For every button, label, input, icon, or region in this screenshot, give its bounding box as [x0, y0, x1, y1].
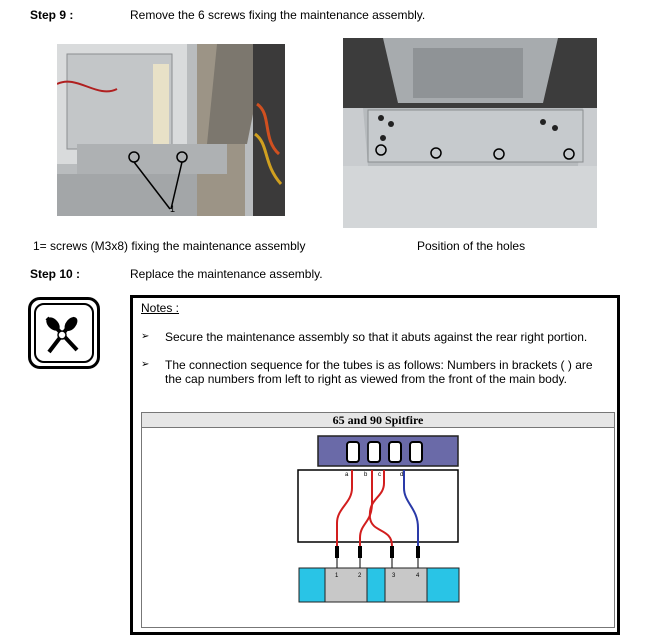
step-9-label: Step 9 : — [30, 8, 74, 22]
tube-letter: b — [364, 472, 368, 478]
cap-number: 2 — [358, 573, 362, 579]
note-text: Secure the maintenance assembly so that it abuts against the rear right portion. — [165, 330, 588, 344]
holes-position-photo — [343, 38, 597, 228]
cap-base — [299, 568, 459, 602]
cap-number: 4 — [416, 573, 420, 579]
screws-caption: 1= screws (M3x8) fixing the maintenance assembly — [33, 239, 306, 253]
note-item — [141, 330, 611, 344]
tube-connection-diagram — [141, 412, 615, 628]
notes-box — [130, 295, 620, 635]
tube-letter: a — [345, 472, 349, 478]
step-10-instruction: Replace the maintenance assembly. — [130, 267, 323, 281]
step-10-label: Step 10 : — [30, 267, 81, 281]
tube-letter: c — [378, 472, 381, 478]
screwdriver-tool-icon — [28, 297, 100, 369]
note-item — [141, 358, 611, 386]
maintenance-assembly-photo — [57, 44, 285, 216]
diagram-title: 65 and 90 Spitfire — [142, 413, 614, 428]
maintenance-body-box — [298, 470, 458, 542]
cap-number: 1 — [335, 573, 339, 579]
notes-title: Notes : — [141, 301, 180, 315]
cap-number: 3 — [392, 573, 396, 579]
tube-diagram-drawing — [142, 428, 614, 628]
arrow-bullet-icon: ➢ — [141, 359, 150, 370]
note-text: The connection sequence for the tubes is as follows: Numbers in brackets ( ) are the cap numbers from left to right as viewed from the front of the main body. — [165, 358, 593, 386]
step-9-instruction: Remove the 6 screws fixing the maintenance assembly. — [130, 8, 426, 22]
arrow-bullet-icon: ➢ — [141, 331, 150, 342]
screw-callout-number: 1 — [170, 204, 176, 214]
tube-letter: d — [400, 472, 404, 478]
holes-caption: Position of the holes — [417, 239, 526, 253]
